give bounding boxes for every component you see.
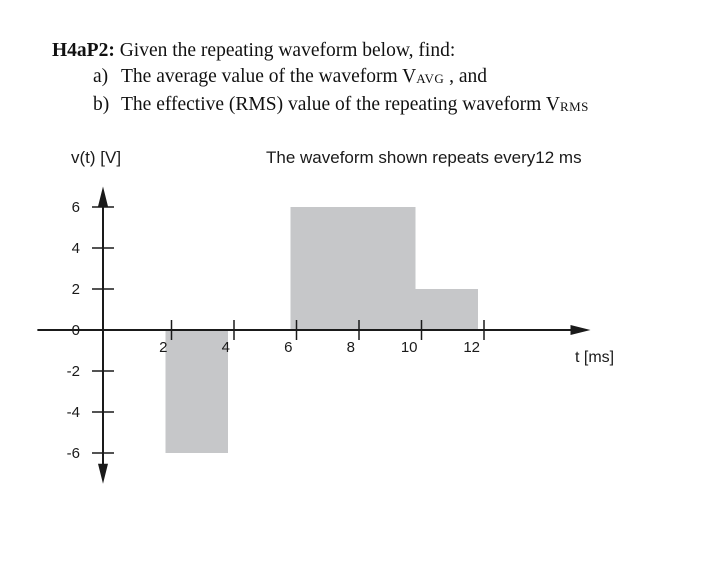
x-tick-label: 10 — [400, 339, 418, 356]
y-tick-label: -4 — [66, 404, 80, 421]
y-tick-label: 6 — [71, 199, 80, 216]
problem-intro: Given the repeating waveform below, find: — [119, 40, 456, 61]
x-tick-label: 8 — [346, 339, 355, 356]
y-tick-label: -6 — [66, 445, 80, 462]
y-tick-label: 0 — [71, 322, 80, 339]
y-tick-label: -2 — [66, 363, 80, 380]
waveform-segment-0 — [166, 330, 229, 453]
item-text-post: , and — [444, 66, 488, 87]
item-subscript: AVG — [416, 71, 445, 86]
y-axis-label: v(t) [V] — [71, 148, 122, 167]
y-axis-down-arrow-icon — [98, 464, 108, 484]
x-tick-label: 12 — [463, 339, 480, 356]
item-text: The effective (RMS) value of the repeating waveform V — [121, 94, 560, 115]
x-tick-label: 4 — [221, 339, 230, 356]
x-tick-label: 2 — [159, 339, 168, 356]
chart-title: The waveform shown repeats every12 ms — [266, 148, 582, 167]
y-tick-label: 4 — [71, 240, 80, 257]
waveform-segment-1 — [291, 207, 416, 330]
y-axis-up-arrow-icon — [98, 187, 108, 207]
problem-label: H4aP2: — [52, 40, 115, 61]
x-axis-label: t [ms] — [575, 349, 615, 366]
waveform-segment-2 — [416, 289, 479, 330]
item-text: The average value of the waveform V — [121, 66, 417, 87]
item-letter: a) — [93, 66, 109, 87]
item-subscript: RMS — [559, 99, 589, 114]
x-tick-label: 6 — [284, 339, 293, 356]
y-tick-label: 2 — [71, 281, 80, 298]
item-letter: b) — [93, 94, 110, 115]
x-axis-arrow-icon — [571, 325, 591, 335]
